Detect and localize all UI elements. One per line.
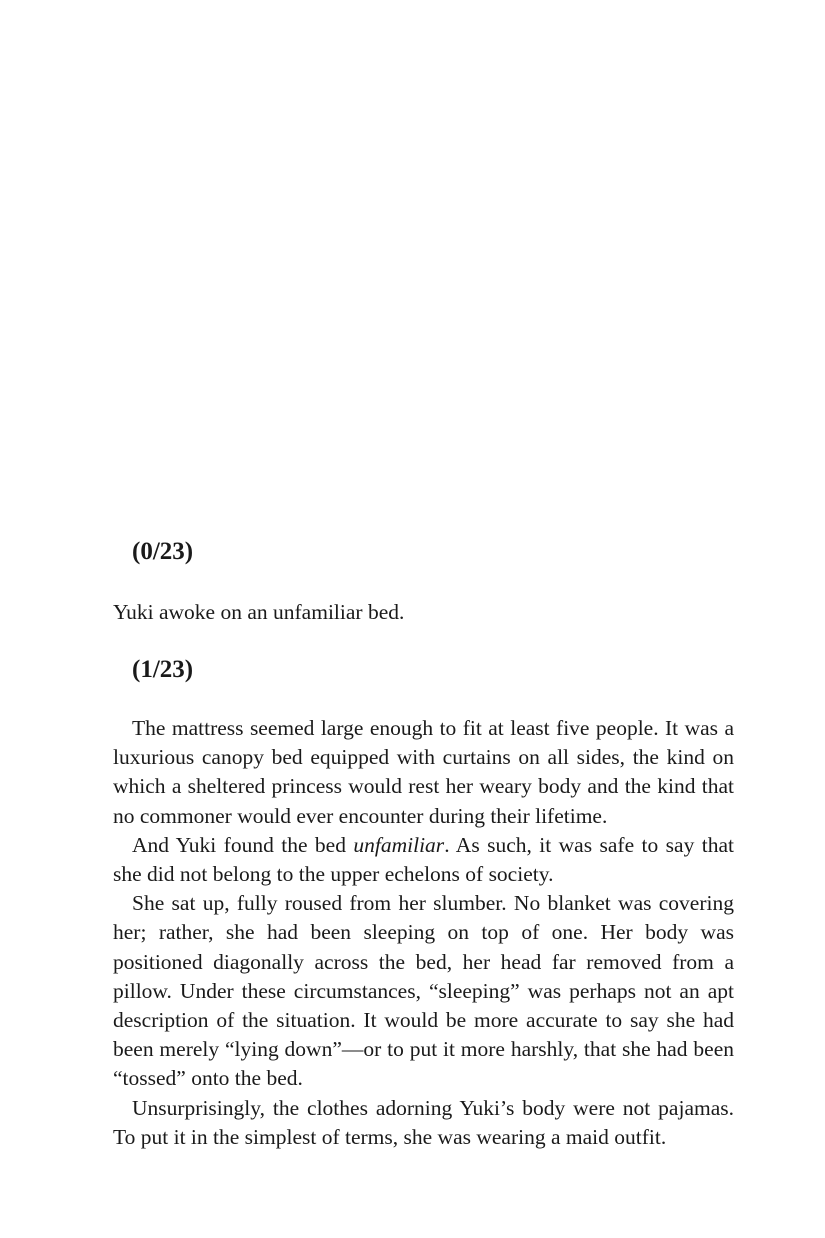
- body-text: [113, 714, 734, 1152]
- emphasis-unfamiliar: unfamiliar: [353, 832, 445, 857]
- section-marker-1: (1/23): [132, 656, 194, 683]
- paragraph-2-before: And Yuki found the bed: [132, 832, 354, 857]
- paragraph-4: Unsurprisingly, the clothes adorning Yuki’s body were not pajamas. To put it in the simplest of terms, she was wearing a maid outfit.: [113, 1095, 734, 1149]
- paragraph-2: [113, 831, 734, 889]
- intro-line: Yuki awoke on an unfamiliar bed.: [113, 600, 405, 624]
- paragraph-3: She sat up, fully roused from her slumber. No blanket was covering her; rather, she had been sleeping on top of one. Her body was positioned diagonally across the bed, her head far removed from a pillow. Under these circumstances, “sleeping” was perhaps not an apt description of the situation. It would be more accurate to say she had been merely “lying down”—or to put it more harshly, that she had been “tossed” onto the bed.: [113, 891, 734, 1091]
- paragraph-1: The mattress seemed large enough to fit at least five people. It was a luxurious canopy bed equipped with curtains on all sides, the kind on which a sheltered princess would rest her weary body and the kind that no commoner would ever encounter during their lifetime.: [113, 716, 734, 828]
- paragraph-2-after: . As such, it was safe to say that she did not belong to the upper echelons of society.: [113, 832, 734, 887]
- section-marker-0: (0/23): [132, 538, 194, 565]
